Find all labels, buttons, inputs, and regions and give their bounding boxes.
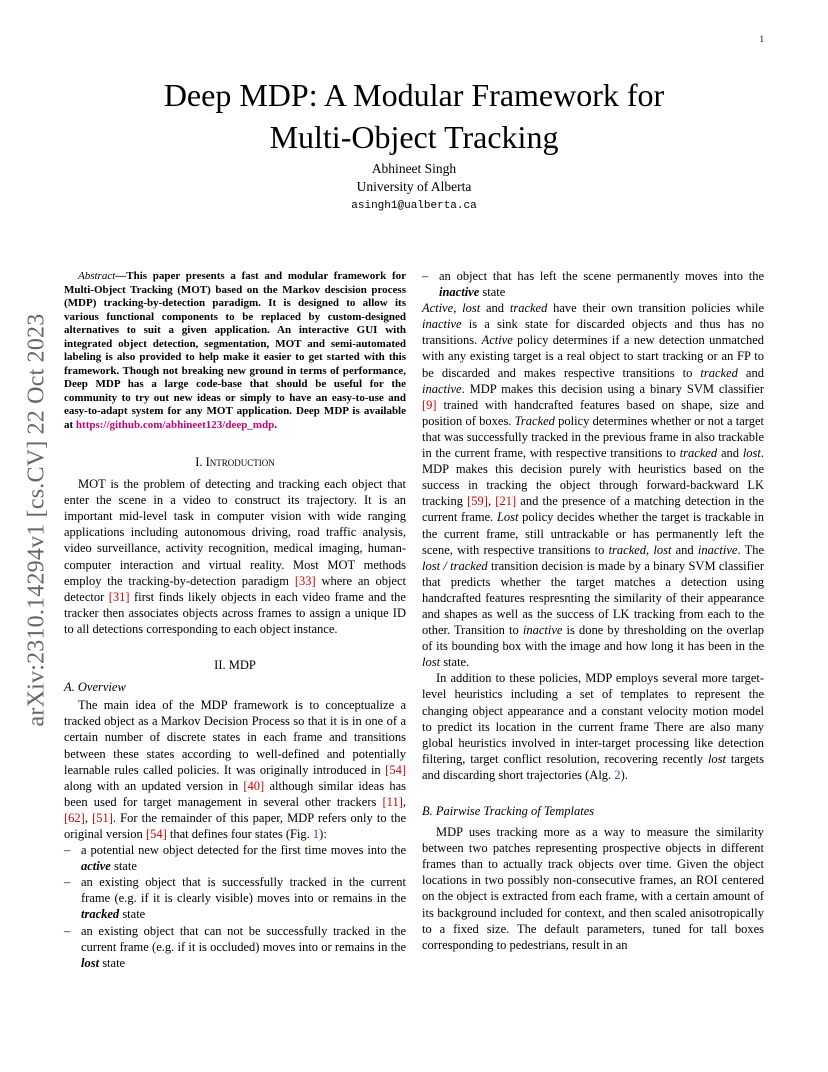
github-link[interactable]: https://github.com/abhineet123/deep_mdp (75, 418, 275, 431)
text-span: first finds likely objects in each video frame and the tracker then associates objects across frames to assign a unique ID to all detections corresponding to each object instance. (64, 589, 406, 636)
text-span: an existing object that is successfully tracked in the current frame (e.g. if it is clearly visible) moves into or remains in the (81, 875, 406, 906)
text-span: state (99, 955, 126, 970)
text-span: policy determines if a new detection unmatched with any existing target is a real object to start tracking or an FP to be discarded and makes respective transitions to (422, 333, 764, 380)
text-span: , (487, 494, 496, 509)
italic-term: lost / tracked (422, 558, 488, 573)
text-span: and the presence of a matching detection in the current frame. (422, 494, 765, 525)
italic-term: tracked (608, 542, 647, 557)
text-span: policy determines whether or not a target that was successfully tracked in the previous frame in also trackable in the current frame, with respective transitions to (422, 413, 764, 461)
citation-link[interactable]: [40] (243, 778, 265, 793)
italic-term: lost (462, 301, 481, 316)
italic-term: lost (422, 655, 441, 670)
citation-link[interactable]: [11] (382, 794, 403, 809)
arxiv-stamp-text: arXiv:2310.14294v1 [cs.CV] 22 Oct 2023 (23, 313, 50, 727)
text-span: , (453, 301, 463, 316)
right-column (422, 268, 764, 953)
italic-term: inactive (422, 317, 462, 332)
text-span: . For the remainder of this paper, MDP refers only to the original version (64, 810, 407, 841)
citation-link[interactable]: [54] (385, 762, 406, 777)
citation-link[interactable]: [31] (108, 589, 130, 604)
subsection-heading-overview: A. Overview (64, 680, 126, 695)
text-span: trained with handcrafted features based on shape, size and position of boxes. (422, 397, 764, 428)
italic-term: lost (742, 446, 761, 461)
paper-title (100, 74, 728, 158)
text-span: . MDP makes this decision using a binary SVM classifier (461, 381, 764, 396)
title-line-1: Deep MDP: A Modular Framework for (163, 77, 665, 113)
text-span: and (717, 446, 743, 461)
section-heading-introduction: I. Introduction (195, 455, 275, 469)
list-item (422, 268, 764, 300)
text-span: and (737, 365, 764, 380)
italic-term: tracked (700, 365, 738, 380)
policies-paragraph (422, 300, 764, 670)
state-name: active (81, 859, 111, 874)
author-name: Abhineet Singh (371, 161, 457, 176)
title-line-2: Multi-Object Tracking (269, 119, 559, 155)
text-span: that defines four states (Fig. (166, 826, 313, 841)
citation-link[interactable]: [54] (145, 826, 167, 841)
italic-term: Lost (496, 510, 519, 525)
citation-link[interactable]: [21] (495, 494, 517, 509)
pairwise-paragraph: MDP uses tracking more as a way to measure the similarity between two patches representing prospective objects in different frames than to actually track objects over time. Given the object locations in two possibly non-consecutive frames, an ROI centered on the object is extracted from each frame, with a certain amount of its background included for context, and then scaled anisotropically to a fixed size. The default parameters, tuned for tall boxes corresponding to pedestrians, result in an (422, 825, 764, 952)
text-span: where an object detector (64, 573, 406, 604)
text-span: have their own transition policies while (547, 301, 764, 316)
abstract-label: Abstract (78, 270, 116, 282)
text-span: state (119, 907, 146, 922)
italic-term: inactive (422, 381, 462, 396)
text-span: state. (440, 655, 470, 670)
italic-term: inactive (697, 542, 738, 557)
italic-term: tracked (509, 301, 548, 316)
overview-paragraph (64, 697, 406, 842)
text-span: , (646, 542, 654, 557)
intro-paragraph (64, 476, 406, 637)
text-span: along with an updated version in (64, 778, 244, 793)
text-span: is a sink state for discarded objects and thus has no transitions. (422, 317, 764, 348)
text-span: MOT is the problem of detecting and tracking each object that enter the scene in a video to construct its trajectory. It is an important mid-level task in computer vision with wide ranging applications including autonomous driving, road traffic analysis, video surveillance, activity recognition, medical imaging, human-computer interaction and virtual reality. Most MOT methods employ the tracking-by-detection paradigm (64, 477, 406, 588)
text-span: a potential new object detected for the first time moves into the (81, 843, 406, 858)
text-span: and (671, 542, 698, 557)
text-span: is done by thresholding on the overlap of its bounding box with the image and how long it has been in the (422, 623, 764, 654)
citation-link[interactable]: [9] (422, 397, 437, 412)
list-dash: – (64, 843, 71, 858)
list-dash: – (64, 875, 71, 890)
page-number: 1 (759, 34, 764, 44)
text-span: , (402, 794, 406, 809)
text-span: an object that has left the scene permanently moves into the (439, 269, 764, 283)
state-name: lost (81, 955, 100, 970)
citation-link[interactable]: [59] (467, 494, 488, 509)
citation-link[interactable]: [33] (294, 573, 316, 588)
list-item (64, 874, 406, 922)
section-heading-mdp: II. MDP (214, 658, 256, 673)
list-dash: – (64, 923, 71, 938)
italic-term: lost (653, 542, 672, 557)
text-span: . MDP makes this decision purely with heuristics based on the success in tracking the object through forward-backward LK tracking (422, 446, 764, 509)
heuristics-paragraph (422, 670, 764, 783)
italic-term: Active (422, 301, 454, 316)
text-span: . The (737, 542, 764, 557)
author-email: asingh1@ualberta.ca (351, 200, 477, 212)
text-span: policy decides whether the target is trackable in the current frame, still untrackable or has permanently left the scene, with respective transitions to (422, 510, 764, 557)
abstract-text: —This paper presents a fast and modular framework for Multi-Object Tracking (MOT) based on the Markov descision process (MDP) tracking-by-detection paradigm. It is designed to allow its various functional components to be replaced by custom-designed alternatives to suit a given application. An interactive GUI with integrated object detection, segmentation, MOT and semi-automated labeling is also provided to help make it easier to get started with this framework. Though not breaking new ground in terms of performance, Deep MDP has a large code-base that should be useful for the community to try out new ideas or simply to have an easy-to-use and easy-to-adapt system for any MOT application. Deep MDP is available at (64, 270, 406, 431)
text-span: transition decision is made by a binary SVM classifier that predicts whether the target matches a detection using handcrafted features respresnting the similarity of their appearance and shapes as well as the success of LK tracking from each to the other. Transition to (422, 558, 764, 638)
list-item (64, 923, 406, 971)
italic-term: tracked (679, 446, 718, 461)
italic-term: inactive (522, 623, 563, 638)
list-dash: – (422, 269, 429, 283)
italic-term: Tracked (514, 413, 555, 428)
citation-link[interactable]: [51] (92, 810, 113, 825)
text-span: state (110, 859, 137, 874)
state-name: tracked (81, 907, 120, 922)
text-span: an existing object that can not be successfully tracked in the current frame (e.g. if it is occluded) moves into or remains in the (81, 923, 406, 954)
text-span: ). (620, 767, 628, 782)
text-span: state (479, 285, 506, 300)
left-column (64, 268, 406, 971)
state-name: inactive (439, 285, 480, 300)
abstract (64, 270, 406, 432)
algorithm-link[interactable]: 2 (614, 767, 621, 782)
subsection-heading-pairwise: B. Pairwise Tracking of Templates (422, 804, 595, 818)
list-item (64, 842, 406, 874)
text-span: targets and discarding short trajectories (Alg. (422, 751, 764, 782)
author-block (200, 160, 628, 216)
text-span: The main idea of the MDP framework is to conceptualize a tracked object as a Markov Decision Process so that it is in one of a certain number of discrete states in each frame and transitions between these states according to well-defined and potentially learnable rules called policies. It was originally introduced in (64, 698, 406, 777)
italic-term: Active (481, 333, 513, 348)
state-list-continued (422, 268, 764, 300)
text-span: In addition to these policies, MDP employs several more target-level heuristics including a set of templates to represent the changing object appearance and a constant velocity motion model to predict its location in the current frame There are also many global heuristics involved in inter-target processing like detection filtering, target conflict resolution, recovering recently (422, 671, 764, 766)
author-affiliation: University of Alberta (356, 179, 472, 194)
state-list (64, 842, 406, 971)
text-span: , (84, 810, 93, 825)
figure-link[interactable]: 1 (312, 826, 320, 841)
citation-link[interactable]: [62] (64, 810, 85, 825)
text-span: ): (319, 826, 327, 841)
italic-term: lost (707, 751, 727, 766)
text-span: and (480, 301, 510, 316)
arxiv-stamp (22, 280, 52, 760)
text-span: although similar ideas has been used for target management in several other trackers (64, 778, 406, 809)
abstract-end: . (274, 418, 278, 431)
